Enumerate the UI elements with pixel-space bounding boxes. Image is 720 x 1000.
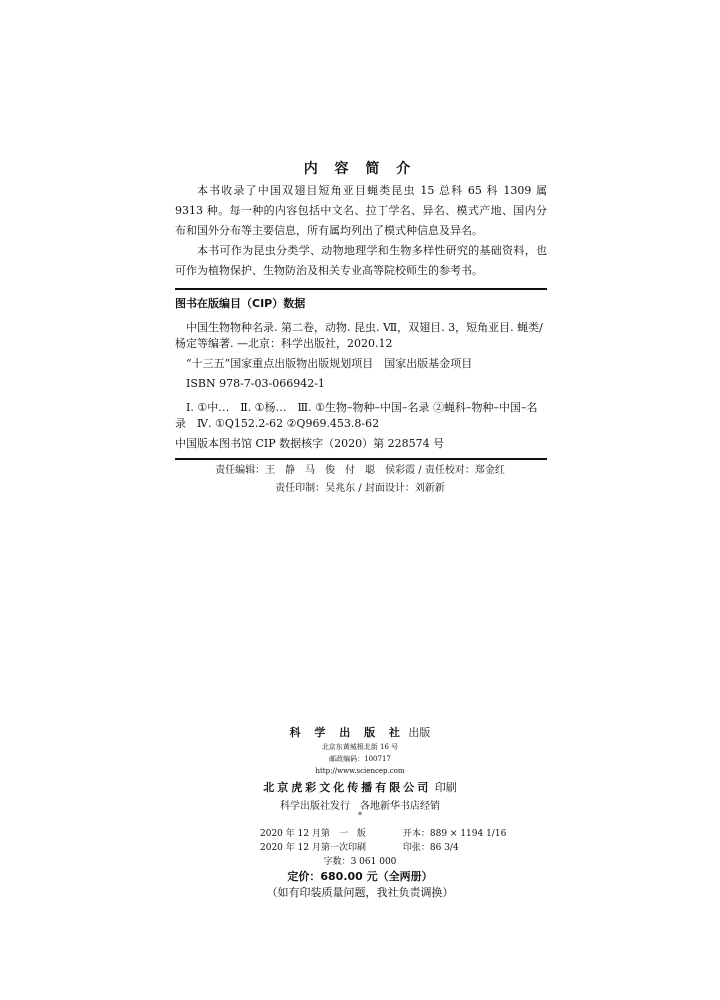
edition-info: 2020 年 12 月第 一 版 [260,829,366,839]
printer [0,779,720,795]
edition-row [260,826,520,839]
publisher-postcode: 邮政编码：100717 [329,755,391,763]
print-row [260,840,520,853]
cip-record [175,320,547,436]
cip-line: ISBN 978-7-03-066942-1 [186,377,325,390]
summary-paragraph: 本书收录了中国双翅目短角亚目蝇类昆虫 15 总科 65 科 1309 属 9313 种。每一种的内容包括中文名、拉丁学名、异名、模式产地、国内分布和国外分布等主要信息，所有属均列出了模式种信息及异名。 [175,184,547,237]
publisher-name-text: 科 学 出 版 社 [289,726,405,739]
format-info: 开本：889 × 1194 1/16 [402,829,507,839]
word-count: 字数：3 061 000 [323,857,397,867]
cip-number: 中国版本图书馆 CIP 数据核字（2020）第 228574 号 [175,437,445,450]
sheets-info: 印张：86 3/4 [402,843,459,853]
cip-top-rule [175,288,547,290]
summary-title: 内 容 简 介 [303,161,417,177]
summary-body [175,181,547,281]
publisher-url: http://www.sciencep.com [315,767,405,775]
cip-line: 中国生物物种名录. 第二卷，动物. 昆虫. Ⅶ，双翅目. 3，短角亚目. 蝇类/杨定等编著. —北京：科学出版社，2020.12 [175,321,543,350]
printer-suffix: 印刷 [434,781,457,794]
publisher-name [0,724,720,740]
credits-line: 责任印制：吴兆东 / 封面设计：刘新新 [275,483,445,494]
price: 定价：680.00 元（全两册） [287,870,433,883]
separator-star: * [358,811,362,820]
cip-line: “十三五”国家重点出版物出版规划项目 国家出版基金项目 [186,357,473,370]
print-info: 2020 年 12 月第一次印刷 [260,843,366,853]
cip-bottom-rule [175,458,547,460]
printer-name: 北京虎彩文化传播有限公司 [263,781,432,794]
publisher-address: 北京东黄城根北街 16 号 [321,743,399,751]
distribution: 科学出版社发行 各地新华书店经销 [280,801,440,812]
summary-paragraph: 本书可作为昆虫分类学、动物地理学和生物多样性研究的基础资料，也可作为植物保护、生物防治及相关专业高等院校师生的参考书。 [175,244,547,277]
cip-line: Ⅰ. ①中… Ⅱ. ①杨… Ⅲ. ①生物–物种–中国–名录 ②蝇科–物种–中国–名录 Ⅳ. ①Q152.2-62 ②Q969.453.8-62 [175,401,538,430]
quality-note: （如有印装质量问题，我社负责调换） [266,886,454,899]
credits-line: 责任编辑：王 静 马 俊 付 聪 侯彩霞 / 责任校对：郑金红 [215,465,505,476]
publisher-suffix: 出版 [408,726,431,739]
cip-heading: 图书在版编目（CIP）数据 [175,297,306,310]
